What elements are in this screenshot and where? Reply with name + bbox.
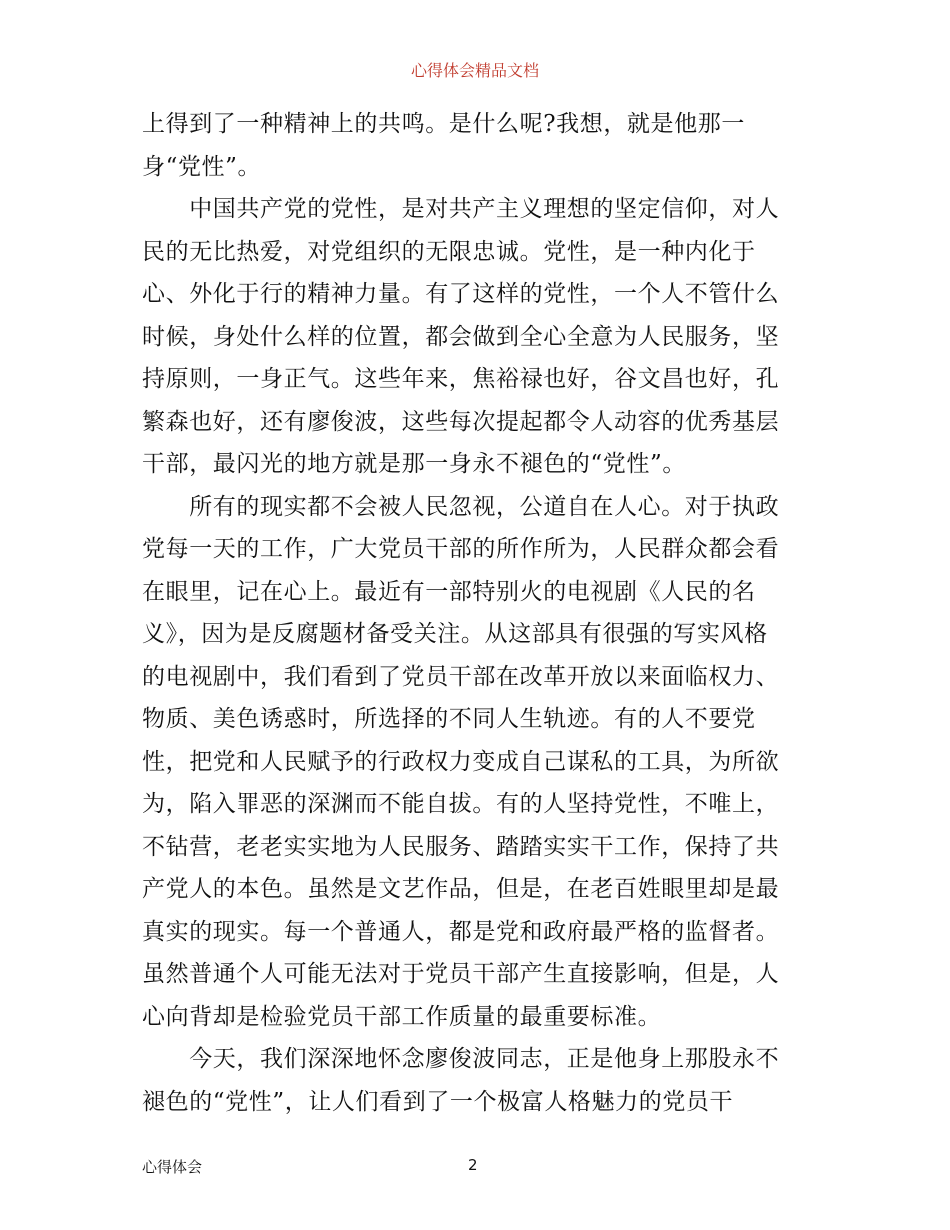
text-line: 干部，最闪光的地方就是那一身永不褪色的“党性”。 (142, 451, 686, 477)
text-line: 物质、美色诱惑时，所选择的不同人生轨迹。有的人不要党 (142, 706, 756, 732)
text-line: 不钻营，老老实实地为人民服务、踏踏实实干工作，保持了共 (142, 833, 780, 860)
text-line: 所有的现实都不会被人民忽视，公道自在人心。对于执政 (142, 493, 780, 520)
body-text (142, 103, 814, 1123)
text-line: 褪色的“党性”，让人们看到了一个极富人格魅力的党员干 (142, 1088, 734, 1115)
text-line: 义》，因为是反腐题材备受关注。从这部具有很强的写实风格 (142, 621, 768, 647)
text-line: 在眼里，记在心上。最近有一部特别火的电视剧《人民的名 (142, 578, 756, 605)
footer-label: 心得体会 (142, 1158, 203, 1176)
text-line: 中国共产党的党性，是对共产主义理想的坚定信仰，对人 (142, 196, 780, 222)
text-line: 身“党性”。 (142, 153, 262, 180)
text-line: 民的无比热爱，对党组织的无限忠诚。党性，是一种内化于 (142, 238, 756, 265)
text-line: 今天，我们深深地怀念廖俊波同志，正是他身上那股永不 (142, 1046, 780, 1072)
page-number: 2 (468, 1156, 478, 1174)
text-line: 性，把党和人民赋予的行政权力变成自己谋私的工具，为所欲 (142, 748, 780, 775)
text-line: 时候，身处什么样的位置，都会做到全心全意为人民服务，坚 (142, 323, 780, 350)
text-line: 心向背却是检验党员干部工作质量的最重要标准。 (142, 1003, 662, 1030)
text-line: 繁森也好，还有廖俊波，这些每次提起都令人动容的优秀基层 (142, 408, 780, 435)
page-header-title: 心得体会精品文档 (410, 61, 539, 80)
text-line: 虽然普通个人可能无法对于党员干部产生直接影响，但是，人 (142, 961, 780, 987)
text-line: 的电视剧中，我们看到了党员干部在改革开放以来面临权力、 (142, 663, 780, 690)
text-line: 心、外化于行的精神力量。有了这样的党性，一个人不管什么 (142, 281, 780, 307)
text-line: 上得到了一种精神上的共鸣。是什么呢?我想，就是他那一 (142, 111, 745, 137)
text-line: 真实的现实。每一个普通人，都是党和政府最严格的监督者。 (142, 918, 780, 945)
text-line: 持原则，一身正气。这些年来，焦裕禄也好，谷文昌也好，孔 (142, 366, 780, 392)
text-line: 为，陷入罪恶的深渊而不能自拔。有的人坚持党性，不唯上， (142, 791, 780, 817)
text-line: 党每一天的工作，广大党员干部的所作所为，人民群众都会看 (142, 536, 780, 562)
text-line: 产党人的本色。虽然是文艺作品，但是，在老百姓眼里却是最 (142, 876, 780, 902)
